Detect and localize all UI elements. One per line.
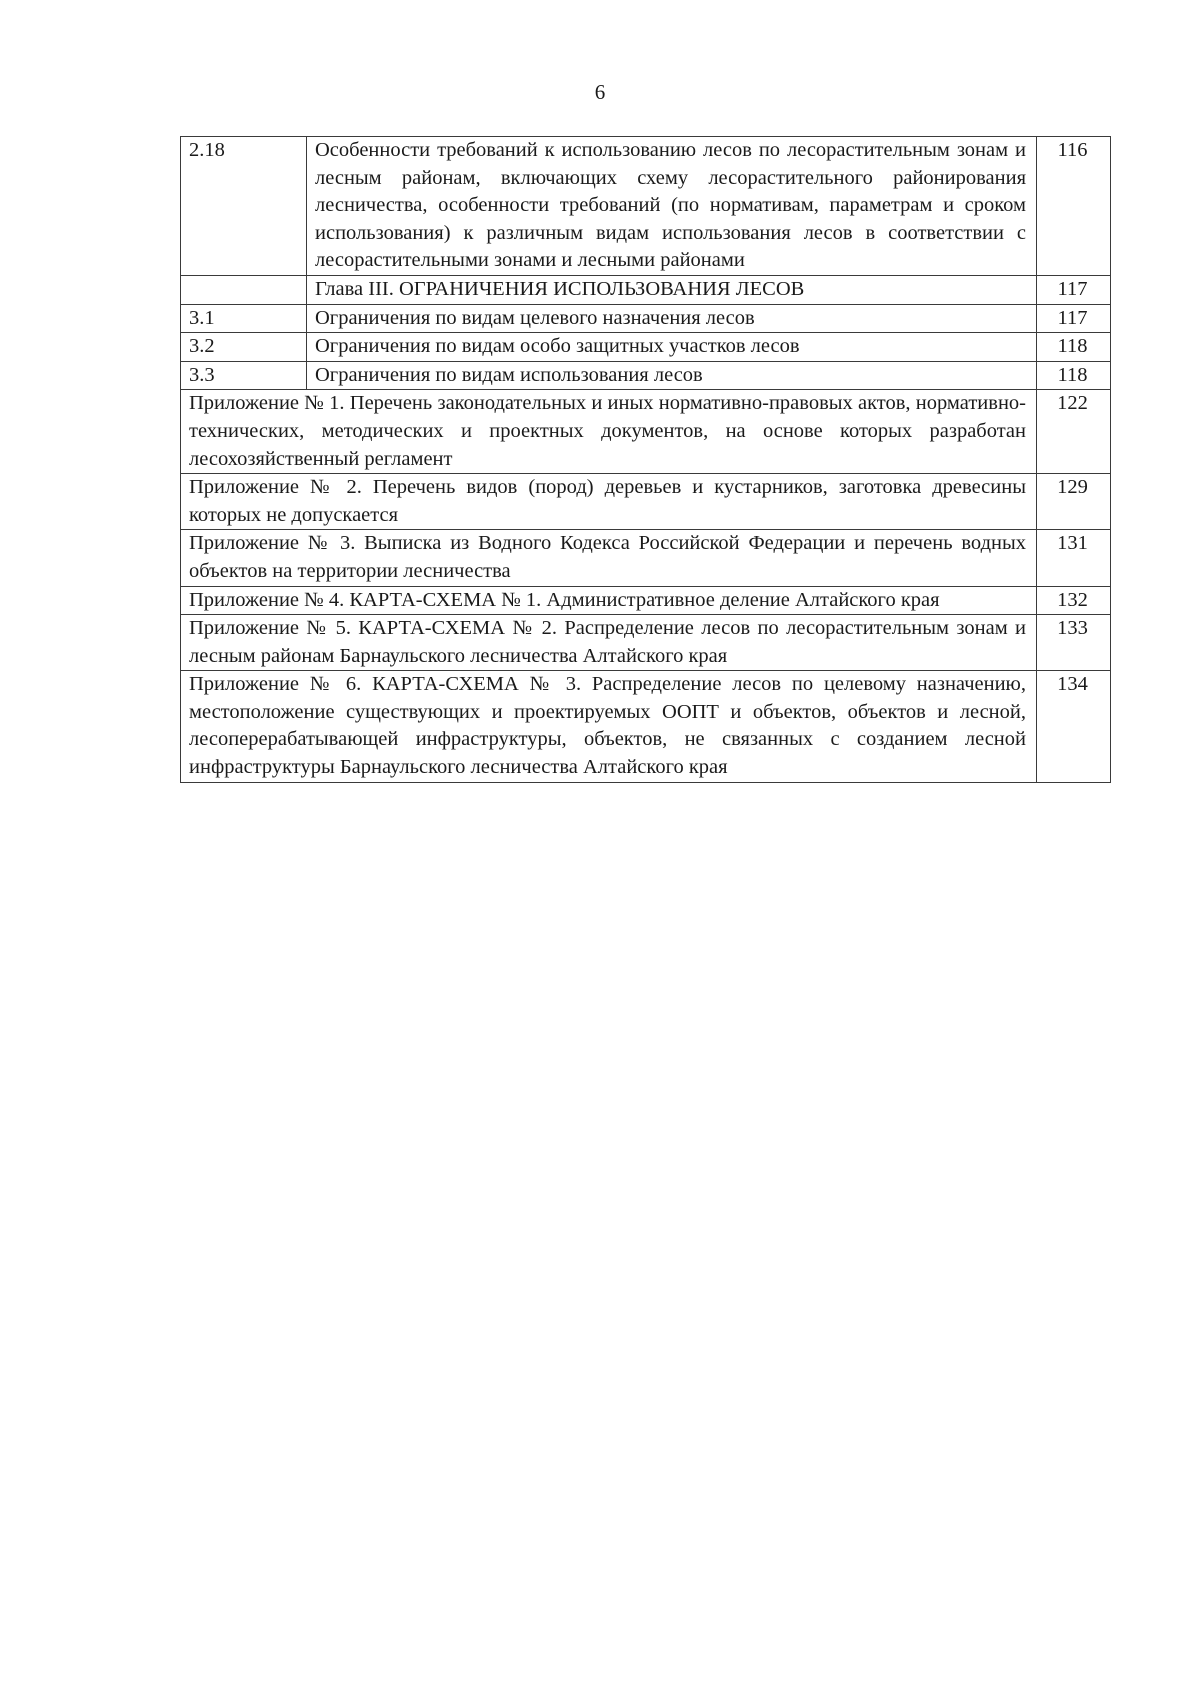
toc-appendix-page: 131 <box>1037 530 1111 586</box>
toc-appendix-title: Приложение № 5. КАРТА-СХЕМА № 2. Распределение лесов по лесорастительным зонам и лесным районам Барнаульского лесничества Алтайского края <box>181 615 1037 671</box>
toc-row-page: 117 <box>1037 275 1111 304</box>
toc-appendix-title: Приложение № 3. Выписка из Водного Кодекса Российской Федерации и перечень водных объектов на территории лесничества <box>181 530 1037 586</box>
toc-row <box>181 361 1111 390</box>
toc-appendix-page: 132 <box>1037 586 1111 615</box>
toc-row-page: 116 <box>1037 137 1111 276</box>
toc-appendix-page: 129 <box>1037 474 1111 530</box>
toc-row <box>181 137 1111 276</box>
toc-chapter-heading: Глава III. ОГРАНИЧЕНИЯ ИСПОЛЬЗОВАНИЯ ЛЕСОВ <box>307 275 1037 304</box>
toc-row <box>181 333 1111 362</box>
toc-appendix-row <box>181 615 1111 671</box>
toc-row-number: 2.18 <box>181 137 307 276</box>
toc-appendix-title: Приложение № 6. КАРТА-СХЕМА № 3. Распределение лесов по целевому назначению, местоположение существующих и проектируемых ООПТ и объектов, объектов и лесной, лесоперерабатывающей инфраструктуры, объектов, не связанных с созданием лесной инфраструктуры Барнаульского лесничества Алтайского края <box>181 671 1037 782</box>
page-number: 6 <box>594 80 606 104</box>
toc-row-page: 118 <box>1037 361 1111 390</box>
toc-row <box>181 304 1111 333</box>
toc-row-number: 3.1 <box>181 304 307 333</box>
table-of-contents <box>180 136 1111 783</box>
toc-appendix-page: 122 <box>1037 390 1111 474</box>
toc-appendix-row <box>181 530 1111 586</box>
toc-row-title: Ограничения по видам целевого назначения лесов <box>307 304 1037 333</box>
toc-row-page: 117 <box>1037 304 1111 333</box>
toc-row-number: 3.3 <box>181 361 307 390</box>
toc-appendix-row <box>181 474 1111 530</box>
toc-appendix-row <box>181 390 1111 474</box>
toc-appendix-title: Приложение № 1. Перечень законодательных и иных нормативно-правовых актов, нормативно-технических, методических и проектных документов, на основе которых разработан лесохозяйственный регламент <box>181 390 1037 474</box>
toc-row-number <box>181 275 307 304</box>
toc-appendix-page: 133 <box>1037 615 1111 671</box>
toc-row-title: Ограничения по видам использования лесов <box>307 361 1037 390</box>
toc-row-title: Особенности требований к использованию лесов по лесорастительным зонам и лесным районам, включающих схему лесорастительного районирования лесничества, особенности требований (по нормативам, параметрам и сроком использования) к различным видам использования лесов в соответствии с лесорастительными зонами и лесными районами <box>307 137 1037 276</box>
toc-row-page: 118 <box>1037 333 1111 362</box>
toc-row <box>181 275 1111 304</box>
toc-appendix-row <box>181 586 1111 615</box>
toc-appendix-title: Приложение № 4. КАРТА-СХЕМА № 1. Административное деление Алтайского края <box>181 586 1037 615</box>
toc-appendix-page: 134 <box>1037 671 1111 782</box>
toc-row-number: 3.2 <box>181 333 307 362</box>
toc-appendix-title: Приложение № 2. Перечень видов (пород) деревьев и кустарников, заготовка древесины которых не допускается <box>181 474 1037 530</box>
toc-row-title: Ограничения по видам особо защитных участков лесов <box>307 333 1037 362</box>
toc-appendix-row <box>181 671 1111 782</box>
